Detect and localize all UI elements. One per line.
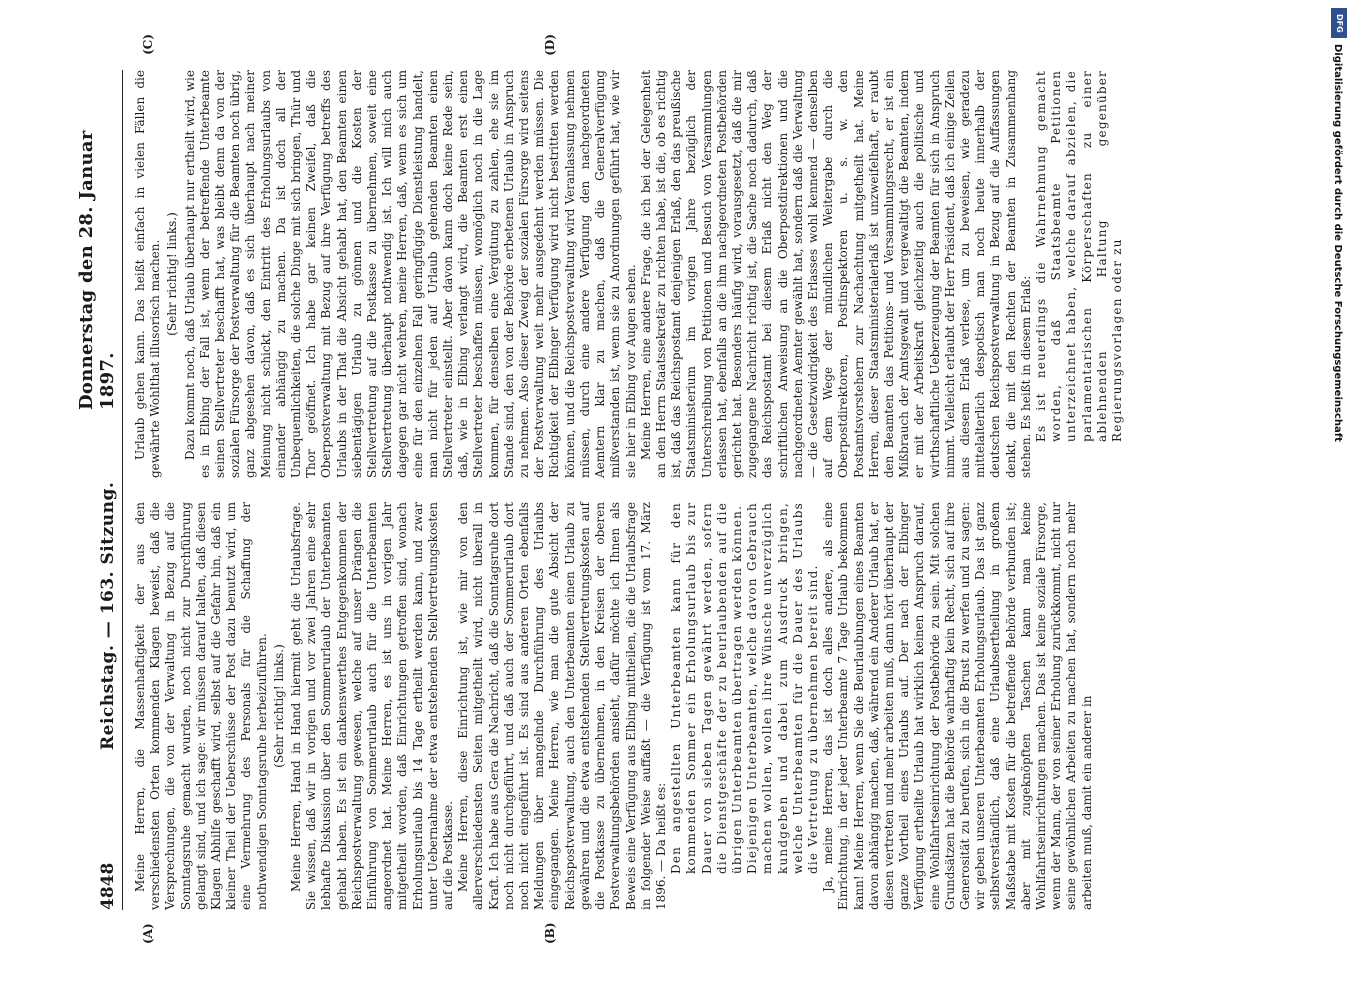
- paragraph: Meine Herren, diese Einrichtung ist, wie mir von den allerverschiedensten Seiten mitgetheilt wird, nicht überall in Kraft. Ich habe aus Gera die Nachricht, daß die Sonntagsruhe dort noch nicht durchgeführt, und daß auch der Sommerurlaub dort noch nicht eingeführt ist. Es sind aus anderen Orten ebenfalls Meldungen über mangelnde Durchführung des Urlaubs eingegangen. Meine Herren, wie man die gute Absicht der Reichspostverwaltung, auch den Unterbeamten einen Urlaub zu gewähren und die etwa entstehenden Stellvertretungskosten auf die Postkasse zu übernehmen, in den Kreisen der oberen Postverwaltungsbehörden ansieht, dafür möchte ich Ihnen als Beweis eine Verfügung aus Elbing mittheilen, die die Urlaubsfrage in folgender Weise auffaßt — die Verfügung ist vom 17. März 1896. — Da heißt es:: [456, 502, 668, 910]
- date-title: Donnerstag den 28. Januar 1897.: [76, 130, 118, 410]
- dfg-logo: DFG: [1331, 8, 1347, 38]
- margin-marker-b: (B): [543, 922, 557, 944]
- paragraph: Dazu kommt noch, daß Urlaub überhaupt nur ertheilt wird, wie es in Elbing der Fall ist, wenn der betreffende Unterbeamte seinen Stellvertreter beschafft hat, was bleibt denn da von der sozialen Fürsorge der Postverwaltung für die Beamten noch übrig, ganz abgesehen davon, daß es sich überhaupt nach meiner Meinung nicht schickt, den Eintritt des Erholungsurlaubs von einander abhängig zu machen. Da ist doch all der Unbequemlichkeiten, die solche Dinge mit sich bringen, Thür und Thor geöffnet. Ich habe gar keinen Zweifel, daß die Oberpostverwaltung mit Bezug auf ihre Verfügung betreffs des Urlaubs in der That die Absicht gehabt hat, den Beamten einen siebentägigen Urlaub zu gönnen und die Kosten der Stellvertretung auf die Postkasse zu übernehmen, soweit eine Stellvertretung überhaupt nothwendig ist. Ich will mich auch dagegen gar nicht wehren, meine Herren, daß, wenn es sich um eine für den einzelnen Fall geringfügige Dienstleistung handelt, man nicht für jeden auf Urlaub gehenden Beamten einen Stellvertreter einstellt. Aber davon kann doch keine Rede sein, daß, wie in Elbing verlangt wird, die Beamten erst einen Stellvertreter beschaffen müssen, womöglich noch in die Lage kommen, für denselben eine Vergütung zu zahlen, ehe sie im Stande sind, den von der Behörde erbetenen Urlaub in Anspruch zu nehmen. Also dieser Zweig der sozialen Fürsorge wird seitens der Postverwaltung weit mehr ausgedehnt werden müssen. Die Richtigkeit der Elbinger Verfügung wird nicht bestritten werden können, und die Reichspostverwaltung wird Veranlassung nehmen müssen, durch eine andere Verfügung den nachgeordneten Aemtern klar zu machen, daß die Generalverfügung mißverstanden ist, wenn sie zu Anordnungen geführt hat, wie wir sie hier in Elbing vor Augen sehen.: [182, 70, 638, 478]
- quoted-passage: Diejenigen Unterbeamten, welche davon Gebrauch machen wollen, wollen ihre Wünsche unverzüglich kundgeben und dabei zum Ausdruck bringen, welche Unterbeamten für die Dauer des Urlaubs die Vertretung zu übernehmen bereit sind.: [745, 502, 820, 874]
- margin-marker-d: (D): [543, 34, 557, 56]
- session-title: Reichstag. — 163. Sitzung.: [98, 481, 118, 750]
- interjection: (Sehr richtig! links.): [271, 644, 286, 768]
- digitization-credit: [1330, 8, 1350, 998]
- paragraph: Urlaub gehen kann. Das heißt einfach in vielen Fällen die gewährte Wohlthat illusorisch machen.: [133, 70, 163, 478]
- quoted-passage: Den angestellten Unterbeamten kann für den kommenden Sommer ein Erholungsurlaub bis zur Dauer von sieben Tagen gewährt werden, sofern die Dienstgeschäfte der zu beurlaubenden auf die übrigen Unterbeamten übertragen werden können.: [669, 502, 744, 874]
- left-column: [133, 502, 1094, 910]
- credit-text: Digitalisierung gefördert durch die Deutsche Forschungsgemeinschaft: [1332, 44, 1343, 442]
- paragraph: Meine Herren, die Massenhaftigkeit der aus den verschiedensten Orten kommenden Klagen beweist, daß die Versprechungen, die von der Verwaltung in Bezug auf die Sonntagsruhe gemacht wurden, noch nicht zur Durchführung gelangt sind, und ich sage: wir müssen darauf halten, daß diesen Klagen Abhilfe geschafft wird, selbst auf die Gefahr hin, daß ein kleiner Theil der Ueberschüsse der Post dazu benutzt wird, um eine Vermehrung des Personals für die Schaffung der nothwendigen Sonntagsruhe herbeizuführen.: [133, 502, 269, 910]
- page-number: 4848: [98, 862, 118, 910]
- paragraph: Meine Herren, eine andere Frage, die ich bei der Gelegenheit an den Herrn Staatssekretär zu richten habe, ist die, ob es richtig ist, daß das Reichspostamt denjenigen Erlaß, den das preußische Staatsministerium im vorigen Jahre bezüglich der Unterschreibung von Petitionen und Besuch von Versammlungen erlassen hat, ebenfalls an die ihm nachgeordneten Postbehörden gerichtet hat. Besonders häufig wird, vorausgesetzt, daß die mir zugegangene Nachricht richtig ist, die Sache noch dadurch, daß das Reichspostamt bei diesem Erlaß nicht den Weg der schriftlichen Anweisung an die Oberpostdirektionen und die nachgeordneten Aemter gewählt hat, sondern daß die Verwaltung — die Gesetzwidrigkeit des Erlasses wohl kennend — denselben auf dem Wege der mündlichen Weitergabe durch die Oberpostdirektoren, Postinspektoren u. s. w. den Postamtsvorstehern zur Nachachtung mitgetheilt hat. Meine Herren, dieser Staatsministerialerlaß ist unzweifelhaft, er raubt den Beamten das Petitions- und Versammlungsrecht, er ist ein Mißbrauch der Amtsgewalt und vergewaltigt die Beamten, indem er mit der Arbeitskraft gleichzeitig auch die politische und wirthschaftliche Ueberzeugung der Beamten für sich in Anspruch nimmt. Vielleicht erlaubt der Herr Präsident, daß ich einige Zeilen aus diesem Erlaß verlese, um zu beweisen, wie geradezu mittelalterlich despotisch man noch heute innerhalb der deutschen Reichspostverwaltung in Bezug auf die Auffassungen denkt, die mit den Rechten der Beamten in Zusammenhang stehen. Es heißt in diesem Erlaß:: [638, 70, 1033, 478]
- right-column: [133, 70, 1124, 478]
- rotated-newspaper-page: [40, 0, 1330, 1000]
- quoted-passage: Es ist neuerdings die Wahrnehmung gemacht worden, daß Staatsbeamte Petitionen unterzeichnet haben, welche darauf abzielen, die parlamentarischen Körperschaften zu einer ablehnenden Haltung gegenüber Regierungsvorlagen oder zu: [1033, 70, 1124, 442]
- margin-marker-c: (C): [141, 34, 155, 55]
- text-columns: [133, 34, 1124, 944]
- interjection: (Sehr richtig! links.): [165, 212, 180, 336]
- paragraph: Ja, meine Herren, das ist doch alles andere, als eine Einrichtung, in der jeder Unterbeamte 7 Tage Urlaub bekommen kann! Meine Herren, wenn Sie die Beurlaubungen eines Beamten davon abhängig machen, daß, während ein Anderer Urlaub hat, er diesen vertreten und mehr arbeiten muß, dann hört überhaupt der ganze Vortheil eines Urlaubs auf. Der nach der Elbinger Verfügung ertheilte Urlaub hat wirklich keinen Anspruch darauf, eine Wohlfahrtseinrichtung der Postbehörde zu sein. Mit solchen Grundsätzen hat die Behörde wahrhaftig kein Recht, sich auf ihre Generosität zu berufen, sich in die Brust zu werfen und zu sagen: wir geben unseren Unterbeamten Erholungsurlaub. Das ist ganz selbstverständlich, daß eine Urlaubsertheilung in großem Maßstabe mit Kosten für die betreffende Behörde verbunden ist; aber mit zugeknöpften Taschen kann man keine Wohlfahrtseinrichtungen machen. Das ist keine soziale Fürsorge, wenn der Mann, der von seiner Erholung zurückkommt, nicht nur seine gewöhnlichen Arbeiten zu machen hat, sondern noch mehr arbeiten muß, damit ein anderer in: [821, 502, 1094, 910]
- paragraph: Meine Herren, Hand in Hand hiermit geht die Urlaubsfrage. Sie wissen, daß wir in vorigen und vor zwei Jahren eine sehr lebhafte Diskussion über den Sommerurlaub der Unterbeamten gehabt haben. Es ist ein dankenswerthes Entgegenkommen der Reichspostverwaltung gewesen, welche auf unser Drängen die Einführung von Sommerurlaub auch für die Unterbeamten angeordnet hat. Meine Herren, es ist uns in vorigen Jahr mitgetheilt worden, daß Einrichtungen getroffen sind, wonach Erholungsurlaub bis 14 Tage ertheilt werden kann, und zwar unter Uebernahme der etwa entstehenden Stellvertretungskosten auf die Postkasse.: [289, 502, 456, 910]
- page-header: [76, 70, 123, 910]
- margin-marker-a: (A): [141, 923, 155, 944]
